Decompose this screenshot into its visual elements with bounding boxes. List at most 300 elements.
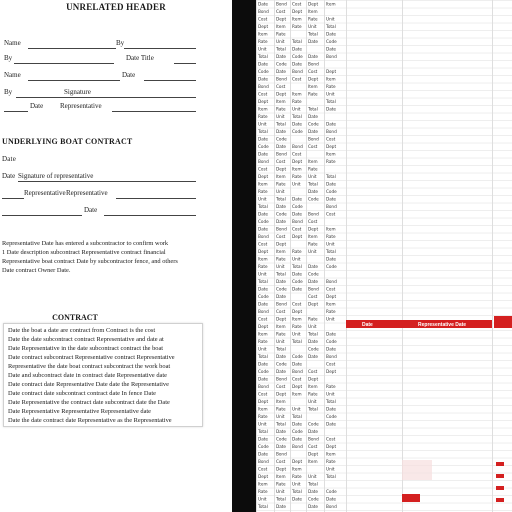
grid-cell-text: Cost [308, 219, 318, 224]
grid-cell-text: Code [258, 69, 269, 74]
grid-cell-text: Dept [292, 234, 303, 239]
grid-cell-text: Date [308, 354, 319, 359]
grid-cell-text: Cost [308, 69, 318, 74]
grid-cell-text: Rate [308, 241, 318, 247]
grid-cell-text: Date [326, 346, 337, 352]
grid-cell-text: Dept [308, 451, 319, 457]
grid-cell-text: Bond [276, 76, 287, 82]
grid-cell-text: Date [258, 451, 269, 457]
grid-cell-text: Total [276, 346, 286, 352]
grid-cell-text: Total [258, 354, 268, 359]
grid-cell-text: Bond [258, 159, 269, 164]
grid-cell-text: Bond [258, 84, 269, 89]
contract-line: Representative the date boat contract subcontract the work boat [8, 363, 171, 370]
grid-cell-text: Date [326, 181, 337, 187]
grid-cell-text: Rate [308, 91, 318, 97]
grid-cell-text: Bond [276, 451, 287, 457]
grid-cell-text: Cost [308, 144, 318, 149]
contract-line: Date the boat a date are contract from Contract is the cost [8, 327, 156, 334]
grid-cell-text: Cost [258, 241, 268, 247]
grid-cell-text: Bond [308, 136, 319, 142]
grid-cell-text: Cost [292, 76, 302, 82]
grid-cell-text: Rate [276, 406, 286, 412]
page-divider [232, 0, 256, 512]
grid-cell-text: Total [326, 399, 336, 404]
grid-cell-text: Unit [258, 496, 267, 502]
grid-cell-text: Unit [292, 181, 301, 187]
grid-cell-text: Cost [258, 391, 268, 397]
grid-cell-text: Dept [276, 466, 287, 472]
grid-cell-text: Unit [292, 256, 301, 262]
grid-cell-text: Bond [258, 384, 269, 389]
grid-cell-text: Code [308, 421, 319, 427]
grid-cell-text: Unit [276, 189, 285, 194]
grid-cell-text: Rate [276, 181, 286, 187]
edge-mark [496, 462, 504, 466]
grid-cell-text: Item [276, 324, 286, 329]
grid-cell-text: Date [292, 496, 303, 502]
grid-cell-text: Total [276, 196, 286, 202]
form-row-1[interactable] [4, 39, 196, 49]
grid-cell-text: Cost [276, 384, 286, 389]
grid-cell-text: Rate [326, 234, 336, 239]
grid-cell-text: Code [292, 204, 303, 209]
grid-cell-text: Date [276, 129, 287, 134]
grid-cell-text: Item [258, 181, 268, 187]
grid-cell-text: Cost [326, 361, 336, 367]
section-row-3[interactable] [2, 206, 196, 216]
grid-cell-text: Item [308, 9, 318, 14]
highlight-cell [402, 494, 420, 502]
grid-cell-text: Item [326, 451, 336, 457]
grid-cell-text: Date [276, 444, 287, 449]
grid-cell-text: Date [292, 196, 303, 202]
grid-cell-text: Code [292, 429, 303, 434]
grid-cell-text: Total [276, 271, 286, 277]
grid-cell-text: Cost [292, 376, 302, 382]
grid-cell-text: Code [308, 271, 319, 277]
form-row-3-label: Name [4, 71, 21, 79]
grid-cell-text: Date [292, 421, 303, 427]
grid-cell-text: Bond [326, 204, 337, 209]
grid-cell-text: Date [292, 361, 303, 367]
contract-line: Date contract date Representative Date date the Representative [8, 381, 169, 388]
grid-cell-text: Unit [258, 46, 267, 52]
grid-cell-text: Unit [292, 331, 301, 337]
grid-cell-text: Unit [308, 474, 317, 479]
grid-cell-text: Date [258, 211, 269, 217]
grid-cell-text: Dept [292, 159, 303, 164]
grid-cell-text: Cost [292, 301, 302, 307]
grid-cell-text: Rate [292, 324, 302, 329]
grid-cell-text: Bond [292, 369, 303, 374]
grid-cell-text: Date [276, 294, 287, 299]
form-row-3[interactable] [4, 71, 196, 81]
grid-cell-text: Dept [326, 369, 337, 374]
grid-cell-text: Code [276, 211, 287, 217]
grid-cell-text: Item [292, 316, 302, 322]
grid-cell-text: Item [308, 234, 318, 239]
grid-cell-text: Item [258, 106, 268, 112]
grid-cell-text: Date [276, 204, 287, 209]
grid-cell-text: Bond [308, 436, 319, 442]
contract-line: Date Representative the contract date subcontract date the Date [8, 399, 170, 406]
grid-cell-text: Unit [292, 481, 301, 487]
grid-cell-text: Code [326, 39, 337, 44]
grid-cell-text: Dept [258, 399, 269, 404]
grid-cell-text: Code [308, 121, 319, 127]
grid-cell-text: Bond [308, 61, 319, 67]
grid-cell-text: Code [258, 294, 269, 299]
grid-cell-text: Cost [292, 151, 302, 157]
grid-cell-text: Total [326, 249, 336, 254]
grid-cell-text: Rate [276, 331, 286, 337]
grid-cell-text: Item [326, 301, 336, 307]
grid-cell-text: Code [292, 354, 303, 359]
grid-cell-text: Cost [276, 159, 286, 164]
grid-cell-text: Unit [276, 489, 285, 494]
grid-cell-text: Dept [308, 376, 319, 382]
grid-cell-text: Unit [308, 24, 317, 29]
grid-cell-text: Date [276, 144, 287, 149]
form-row-5[interactable] [4, 102, 196, 112]
grid-cell-text: Total [326, 99, 336, 104]
grid-cell-text: Date [326, 496, 337, 502]
grid-cell-text: Rate [292, 99, 302, 104]
grid-cell-text: Date [292, 211, 303, 217]
grid-cell-text: Cost [308, 369, 318, 374]
grid-cell-text: Item [292, 91, 302, 97]
contract-line: Date Representative in the date subcontract contract the boat [8, 345, 164, 352]
grid-cell-text: Date [276, 219, 287, 224]
grid-cell-text: Rate [292, 174, 302, 179]
grid-cell-text: Item [258, 31, 268, 37]
grid-cell-text: Code [326, 189, 337, 194]
document-title: UNRELATED HEADER [66, 2, 166, 12]
grid-cell-text: Bond [326, 279, 337, 284]
grid-cell-text: Item [308, 384, 318, 389]
grid-cell-text: Dept [326, 294, 337, 299]
grid-cell-text: Bond [276, 376, 287, 382]
paragraph-line: Representative Date has entered a subcontractor to confirm work [2, 240, 169, 247]
grid-cell-text: Date [258, 151, 269, 157]
grid-cell-text: Rate [326, 459, 336, 464]
highlight-banner-right-text: Representative Date [418, 322, 467, 328]
grid-cell-text: Item [276, 174, 286, 179]
grid-cell-text: Cost [276, 9, 286, 14]
grid-cell-text: Date [308, 129, 319, 134]
grid-cell-text: Rate [326, 159, 336, 164]
spreadsheet[interactable] [256, 0, 512, 512]
grid-cell-text: Unit [292, 106, 301, 112]
body-paragraph [2, 239, 198, 275]
highlight-banner-left-text: Date [362, 322, 373, 328]
grid-cell-text: Code [326, 339, 337, 344]
grid-cell-text: Date [258, 436, 269, 442]
grid-cell-text: Rate [276, 481, 286, 487]
grid-cell-text: Total [308, 106, 318, 112]
grid-cell-text: Item [326, 151, 336, 157]
grid-cell-text: Item [292, 16, 302, 22]
paragraph-line: 1 Date description subcontract Representative contract financial [2, 249, 166, 256]
grid-cell-text: Dept [276, 316, 287, 322]
grid-cell-text: Date [258, 361, 269, 367]
grid-cell-text: Rate [292, 24, 302, 29]
grid-cell-text: Dept [276, 166, 287, 172]
grid-cell-text: Code [258, 219, 269, 224]
grid-cell-text: Code [276, 136, 287, 142]
grid-cell-text: Total [292, 339, 302, 344]
grid-cell-text: Item [308, 459, 318, 464]
section-row-1[interactable] [2, 172, 196, 182]
grid-cell-text: Cost [276, 459, 286, 464]
grid-cell-text: Rate [308, 16, 318, 22]
grid-cell-text: Date [308, 489, 319, 494]
grid-cell-text: Item [276, 24, 286, 29]
grid-cell-text: Rate [258, 39, 268, 44]
contract-document [0, 0, 232, 512]
grid-cell-text: Cost [276, 84, 286, 89]
contract-line: Date and subcontract date in contract date Representative date [8, 372, 167, 379]
grid-cell-text: Code [276, 361, 287, 367]
contract-line: Date the date contract date Representative as the Representative [8, 417, 172, 424]
section-row-2-label: Representative [24, 189, 66, 197]
grid-cell-text: Date [326, 121, 337, 127]
grid-cell-text: Bond [292, 444, 303, 449]
section-row-1-label: Date [2, 172, 16, 180]
grid-cell-text: Total [276, 496, 286, 502]
grid-cell-text: Rate [292, 249, 302, 254]
grid-cell-text: Rate [258, 414, 268, 419]
grid-cell-text: Rate [276, 256, 286, 262]
form-row-5-label-b: Representative [60, 102, 102, 110]
grid-cell-text: Rate [258, 264, 268, 269]
grid-cell-text: Date [258, 286, 269, 292]
grid-cell-text: Cost [258, 166, 268, 172]
section-row-2[interactable] [2, 189, 196, 199]
grid-cell-text: Date [292, 271, 303, 277]
grid-cell-text: Total [258, 504, 268, 509]
grid-cell-text: Total [276, 46, 286, 52]
grid-cell-text: Item [326, 226, 336, 232]
grid-cell-text: Cost [326, 436, 336, 442]
grid-cell-text: Bond [258, 309, 269, 314]
highlight-banner-left [346, 320, 402, 328]
paragraph-line: Representative boat contract Date by subcontractor fence, and others [2, 258, 178, 265]
grid-cell-text: Cost [292, 226, 302, 232]
grid-cell-text: Date [292, 121, 303, 127]
grid-cell-text: Dept [326, 144, 337, 149]
grid-cell-text: Unit [326, 466, 335, 472]
form-row-1-label-b: By [116, 39, 125, 47]
contract-line: Date contract date subcontract contract date In fence Date [8, 390, 156, 397]
grid-cell-text: Item [326, 76, 336, 82]
grid-cell-text: Total [308, 181, 318, 187]
grid-cell-text: Cost [258, 466, 268, 472]
grid-cell-text: Unit [308, 324, 317, 329]
grid-cell-text: Rate [326, 84, 336, 89]
grid-cell-text: Dept [292, 384, 303, 389]
grid-cell-text: Cost [308, 294, 318, 299]
grid-cell-text: Bond [292, 144, 303, 149]
grid-cell-text: Bond [308, 211, 319, 217]
grid-cell-text: Date [276, 279, 287, 284]
grid-cell-text: Unit [276, 39, 285, 44]
grid-cell-text: Code [276, 286, 287, 292]
grid-cell-text: Dept [326, 444, 337, 449]
grid-cell-text: Code [258, 144, 269, 149]
grid-cell-text: Cost [326, 286, 336, 292]
section-title: UNDERLYING BOAT CONTRACT [2, 137, 133, 146]
grid-cell-text: Bond [276, 1, 287, 7]
grid-cell-text: Code [258, 369, 269, 374]
grid-cell-text: Item [258, 481, 268, 487]
grid-cell-text: Cost [258, 16, 268, 22]
grid-cell-text: Bond [326, 354, 337, 359]
grid-cell-text: Cost [276, 309, 286, 314]
grid-cell-text: Rate [308, 166, 318, 172]
grid-cell-text: Date [292, 46, 303, 52]
grid-cell-text: Dept [258, 24, 269, 29]
grid-cell-text: Item [292, 166, 302, 172]
section-subtitle: Date [2, 155, 17, 163]
grid-cell-text: Dept [326, 69, 337, 74]
grid-cell-text: Total [292, 264, 302, 269]
grid-cell-text: Code [326, 414, 337, 419]
grid-cell-text: Code [292, 279, 303, 284]
form-row-3-label-b: Date [122, 71, 136, 79]
grid-cell-text: Date [326, 406, 337, 412]
grid-cell-text: Bond [276, 301, 287, 307]
grid-cell-text: Unit [292, 406, 301, 412]
grid-cell-text: Item [292, 466, 302, 472]
grid-cell-text: Dept [258, 174, 269, 179]
grid-cell-text: Bond [326, 504, 337, 509]
grid-cell-text: Dept [276, 91, 287, 97]
grid-cell-text: Dept [292, 9, 303, 14]
grid-cell-text: Rate [292, 474, 302, 479]
grid-cell-text: Dept [258, 249, 269, 254]
form-row-2[interactable] [4, 54, 196, 64]
grid-cell-text: Rate [258, 189, 268, 194]
grid-cell-text: Date [308, 189, 319, 194]
grid-cell-text: Unit [258, 421, 267, 427]
grid-cell-text: Cost [292, 1, 302, 7]
grid-cell-text: Dept [258, 99, 269, 104]
grid-cell-text: Cost [326, 211, 336, 217]
grid-cell-text: Date [276, 504, 287, 509]
grid-cell-text: Code [308, 346, 319, 352]
grid-cell-text: Unit [308, 174, 317, 179]
grid-cell-text: Date [292, 436, 303, 442]
grid-cell-text: Item [276, 474, 286, 479]
highlight-banner-edge [494, 316, 512, 328]
grid-cell-text: Bond [276, 151, 287, 157]
grid-cell-text: Rate [258, 489, 268, 494]
grid-cell-text: Dept [292, 459, 303, 464]
grid-cell-text: Date [276, 54, 287, 59]
grid-cell-text: Dept [258, 324, 269, 329]
highlight-wash [402, 460, 432, 480]
grid-cell-text: Date [276, 69, 287, 74]
grid-cell-text: Date [308, 114, 319, 119]
grid-cell-text: Date [308, 504, 319, 509]
grid-cell-text: Date [308, 279, 319, 284]
grid-cell-text: Date [276, 354, 287, 359]
grid-cell-text: Total [292, 489, 302, 494]
grid-cell-text: Item [276, 249, 286, 254]
grid-cell-text: Date [326, 106, 337, 112]
grid-cell-text: Bond [276, 226, 287, 232]
grid-cell-text: Rate [308, 391, 318, 397]
grid-cell-text: Bond [326, 129, 337, 134]
form-row-4[interactable] [4, 88, 196, 98]
grid-cell-text: Item [308, 159, 318, 164]
contract-heading: CONTRACT [52, 313, 98, 322]
section-row-2-label-b: Representative [66, 189, 108, 197]
grid-cell-text: Rate [308, 316, 318, 322]
grid-cell-text: Date [276, 369, 287, 374]
grid-cell-text: Item [276, 99, 286, 104]
grid-cell-text: Date [258, 61, 269, 67]
grid-cell-text: Date [308, 429, 319, 434]
grid-cell-text: Bond [292, 219, 303, 224]
grid-cell-text: Rate [276, 31, 286, 37]
grid-cell-text: Cost [258, 316, 268, 322]
contract-line: Date contract subcontract Representative contract Representative [8, 354, 175, 361]
form-row-4-label: By [4, 88, 13, 96]
grid-cell-text: Unit [276, 264, 285, 269]
grid-cell-text: Date [292, 286, 303, 292]
grid-cell-text: Unit [258, 121, 267, 127]
grid-cell-text: Bond [292, 69, 303, 74]
grid-cell-text: Code [276, 61, 287, 67]
form-row-1-label: Name [4, 39, 21, 47]
grid-cell-text: Item [258, 331, 268, 337]
grid-cell-text: Rate [326, 384, 336, 389]
section-row-3-label: Date [84, 206, 98, 214]
grid-cell-text: Rate [258, 339, 268, 344]
grid-cell-text: Unit [258, 271, 267, 277]
grid-cell-text: Dept [276, 391, 287, 397]
grid-cell-text: Total [258, 429, 268, 434]
grid-cell-text: Date [258, 376, 269, 382]
grid-cell-text: Code [326, 264, 337, 269]
grid-cell-text: Bond [258, 234, 269, 239]
contract-text-box [3, 323, 203, 427]
grid-cell-text: Unit [326, 16, 335, 22]
grid-cell-text: Unit [308, 249, 317, 254]
grid-cell-text: Total [258, 279, 268, 284]
section-row-1-label-b: Signature of representative [18, 172, 94, 180]
grid-cell-text: Code [276, 436, 287, 442]
grid-cell-text: Code [292, 129, 303, 134]
grid-cell-text: Bond [326, 54, 337, 59]
form-row-2-label-b: Date Title [126, 54, 154, 62]
spreadsheet-grid[interactable] [256, 0, 512, 512]
paragraph-line: Date contract Owner Date. [2, 267, 71, 274]
grid-cell-text: Total [292, 414, 302, 419]
grid-cell-text: Item [292, 391, 302, 397]
grid-cell-text: Date [326, 421, 337, 427]
grid-cell-text: Date [326, 256, 337, 262]
contract-line: Date Representative Representative Representative date [8, 408, 152, 415]
grid-cell-text: Total [326, 174, 336, 179]
grid-cell-text: Item [276, 399, 286, 404]
grid-cell-text: Total [258, 129, 268, 134]
grid-cell-text: Dept [276, 241, 287, 247]
grid-cell-text: Bond [258, 9, 269, 14]
